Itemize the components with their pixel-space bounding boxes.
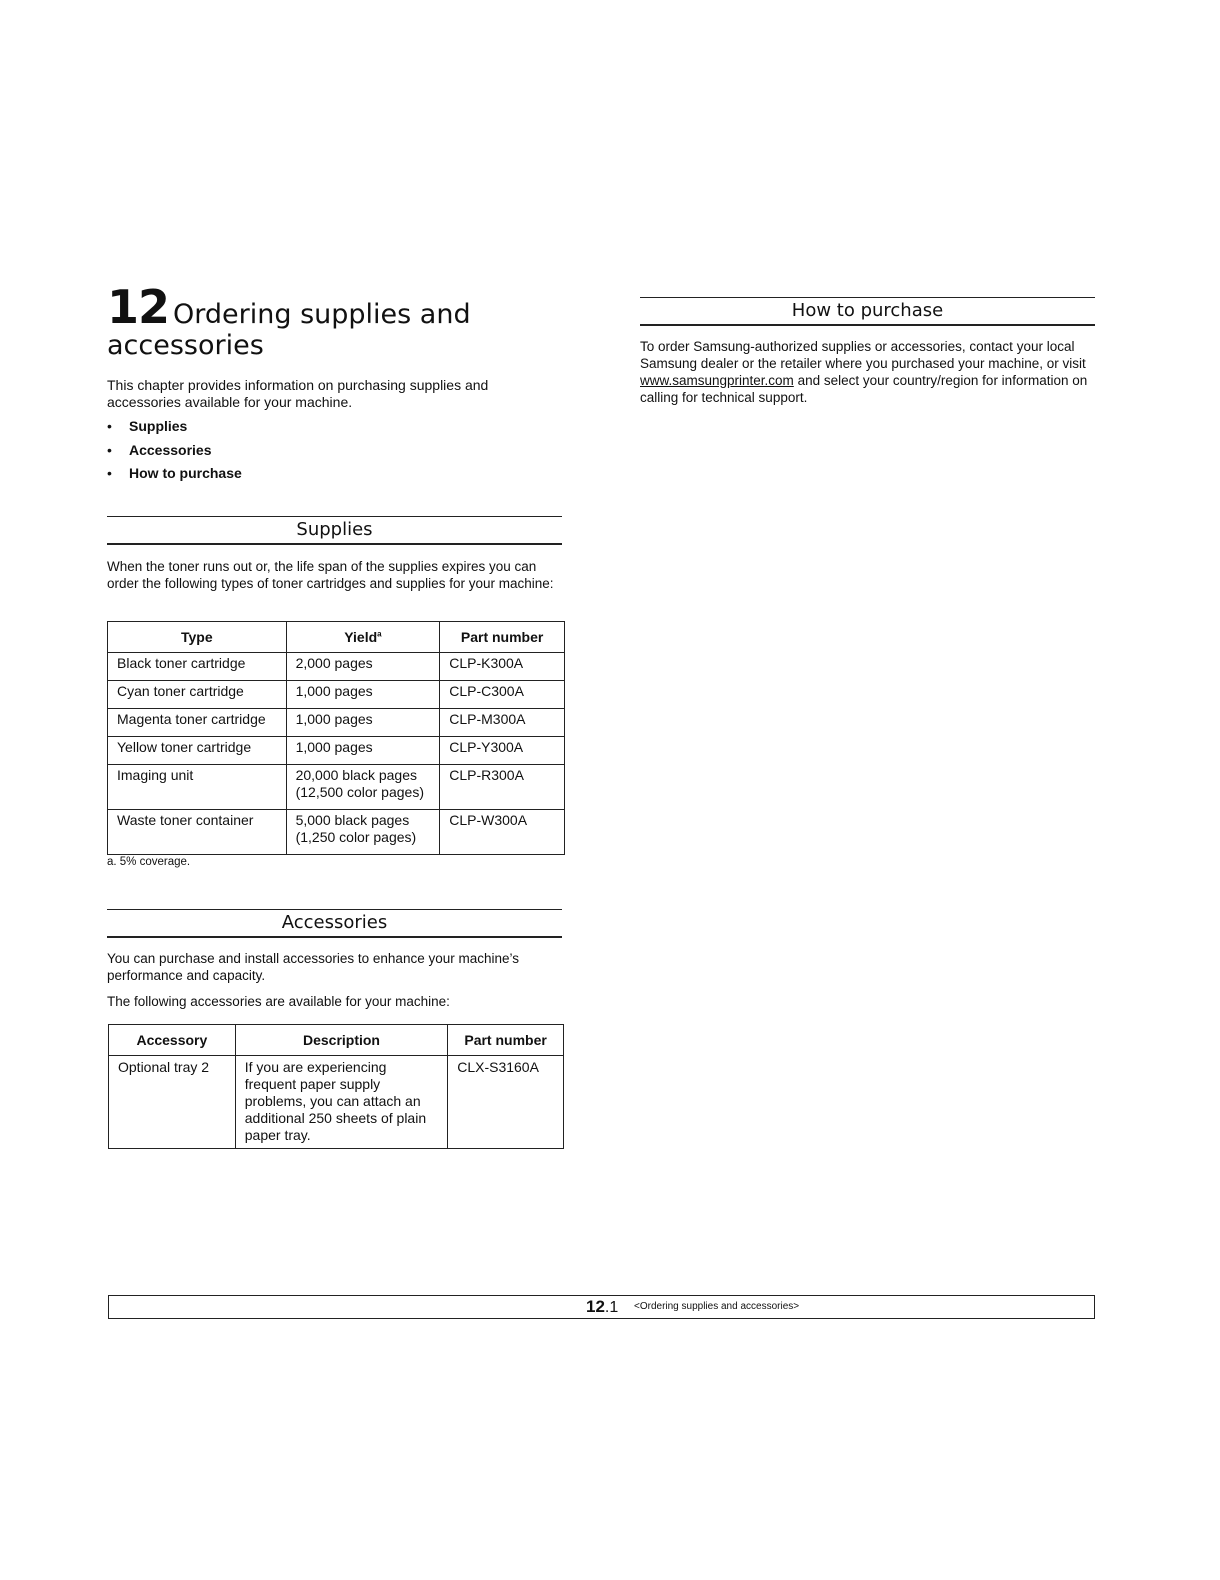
accessories-text: You can purchase and install accessories to enhance your machine’s performance and capacity. (107, 951, 520, 983)
table-cell: CLP-R300A (440, 765, 565, 810)
table-row (109, 1056, 564, 1149)
bullet-icon: • (107, 441, 112, 458)
table-row (108, 737, 565, 765)
bullet-icon: • (107, 418, 112, 434)
table-cell: CLP-W300A (440, 810, 565, 855)
table-cell: Waste toner container (108, 810, 287, 855)
chapter-number: 12 (107, 280, 170, 334)
column-header-yield: Yield$^a$ (286, 622, 440, 653)
chapter-title (107, 280, 577, 361)
column-header-part-number: Part number (448, 1025, 564, 1056)
chapter-intro: This chapter provides information on purchasing supplies and accessories available for your machine. (107, 377, 489, 410)
column-header-part-number: Part number (440, 622, 565, 653)
table-cell: Imaging unit (108, 765, 287, 810)
accessories-heading: Accessories (107, 909, 562, 938)
table-cell: CLP-Y300A (440, 737, 565, 765)
toc-item-how-to-purchase[interactable]: • How to purchase (107, 465, 242, 481)
accessories-table (108, 1024, 564, 1149)
page-footer (108, 1295, 1095, 1319)
table-row (108, 709, 565, 737)
table-cell: Cyan toner cartridge (108, 681, 287, 709)
table-cell: CLP-M300A (440, 709, 565, 737)
supplies-table (107, 621, 565, 855)
footer-chapter-label: <Ordering supplies and accessories> (634, 1301, 800, 1312)
table-cell: 1,000 pages (286, 737, 440, 765)
table-header-row (109, 1025, 564, 1056)
table-cell: 1,000 pages (286, 681, 440, 709)
table-header-row (108, 622, 565, 653)
column-header-description: Description (235, 1025, 447, 1056)
page-number: 12.1 (586, 1297, 619, 1316)
table-cell: CLP-C300A (440, 681, 565, 709)
table-cell: Yellow toner cartridge (108, 737, 287, 765)
table-cell: Magenta toner cartridge (108, 709, 287, 737)
supplies-text: When the toner runs out or, the life span of the supplies expires you can order the following types of toner cartridges and supplies for your machine: (107, 559, 554, 591)
table-cell: 2,000 pages (286, 653, 440, 681)
table-cell: 20,000 black pages (12,500 color pages) (286, 765, 440, 810)
how-to-purchase-heading: How to purchase (640, 297, 1095, 326)
chapter-title-line1: Ordering supplies and (173, 299, 471, 330)
table-row (108, 681, 565, 709)
table-row (108, 653, 565, 681)
table-row (108, 810, 565, 855)
toc-item-supplies[interactable]: • Supplies (107, 418, 188, 434)
chapter-toc (107, 417, 557, 488)
table-cell: Black toner cartridge (108, 653, 287, 681)
column-header-type: Type (108, 622, 287, 653)
column-header-accessory: Accessory (109, 1025, 236, 1056)
footnote-mark: a (377, 629, 382, 639)
table-cell: If you are experiencing frequent paper supply problems, you can attach an additional 250 sheets of plain paper tray. (235, 1056, 447, 1149)
table-cell: 5,000 black pages (1,250 color pages) (286, 810, 440, 855)
table-cell: CLX-S3160A (448, 1056, 564, 1149)
table-cell: 1,000 pages (286, 709, 440, 737)
supplies-footnote: a. 5% coverage. (107, 856, 191, 868)
how-to-purchase-text: To order Samsung-authorized supplies or accessories, contact your local Samsung dealer or the retailer where you purchased your machine, or visit www.samsungprinter.com and select your country/region for information on calling for technical support. (640, 339, 1088, 405)
table-cell: Optional tray 2 (109, 1056, 236, 1149)
table-row (108, 765, 565, 810)
table-cell: CLP-K300A (440, 653, 565, 681)
toc-item-accessories[interactable]: • Accessories (107, 441, 212, 458)
supplies-heading: Supplies (107, 516, 562, 545)
chapter-title-line2: accessories (107, 330, 264, 361)
samsung-printer-link[interactable]: www.samsungprinter.com (640, 373, 794, 388)
bullet-icon: • (107, 465, 112, 481)
accessories-text-2: The following accessories are available for your machine: (107, 994, 450, 1009)
